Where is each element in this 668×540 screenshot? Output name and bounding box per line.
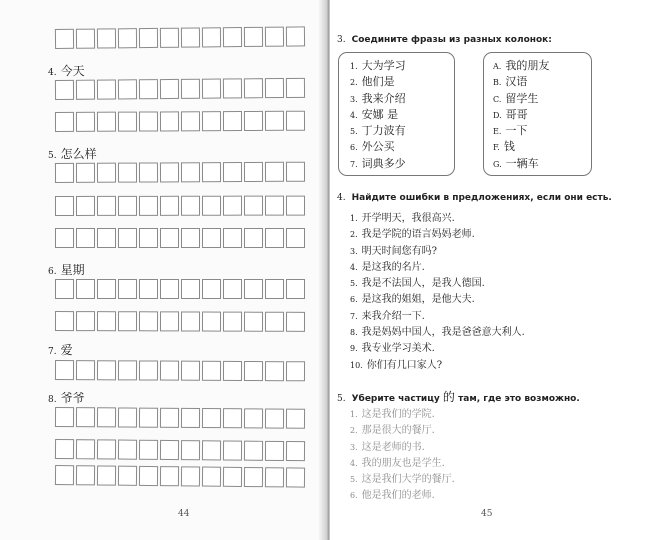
grid-cell[interactable] [181, 361, 200, 381]
grid-cell[interactable] [76, 311, 95, 331]
grid-cell[interactable] [118, 360, 137, 380]
grid-cell[interactable] [286, 312, 305, 332]
grid-cell[interactable] [181, 408, 200, 428]
grid-cell[interactable] [181, 27, 200, 47]
list-item[interactable]: B. 汉语 [493, 75, 528, 89]
word-label: 7. 爱 [48, 343, 73, 357]
phrase-list-right [493, 58, 549, 172]
grid-cell[interactable] [160, 279, 179, 299]
list-item: 2. 那是很大的餐厅. [350, 425, 435, 437]
grid-cell[interactable] [139, 440, 158, 460]
list-item[interactable]: A. 我的朋友 [493, 59, 550, 72]
grid-cell[interactable] [55, 228, 74, 248]
list-item[interactable]: 5. 丁力波有 [350, 124, 406, 138]
grid-cell[interactable] [223, 196, 242, 216]
grid-cell[interactable] [223, 440, 242, 460]
grid-cell[interactable] [76, 439, 95, 459]
grid-cell[interactable] [118, 466, 137, 486]
grid-cell[interactable] [76, 465, 95, 485]
list-item: 1. 开学明天，我很高兴. [350, 213, 455, 224]
grid-cell[interactable] [265, 312, 284, 332]
list-item[interactable]: 7. 词典多少 [350, 156, 406, 170]
writing-grid[interactable] [55, 26, 307, 51]
phrase-list-left [350, 58, 406, 172]
list-item: 6. 是这我的姐姐，是他大夫. [350, 294, 475, 306]
writing-grid[interactable] [55, 407, 307, 431]
list-item: 10. 你们有几口家人? [350, 359, 443, 371]
grid-cell[interactable] [160, 408, 179, 428]
grid-cell[interactable] [139, 79, 158, 99]
grid-cell[interactable] [286, 26, 305, 46]
grid-cell[interactable] [181, 196, 200, 216]
list-item[interactable]: D. 哥哥 [493, 107, 528, 121]
grid-cell[interactable] [202, 162, 221, 182]
writing-grid[interactable] [55, 439, 307, 463]
grid-cell[interactable] [139, 311, 158, 331]
grid-cell[interactable] [55, 29, 74, 49]
grid-cell[interactable] [286, 467, 305, 487]
grid-cell[interactable] [160, 28, 179, 48]
writing-grid[interactable] [55, 111, 307, 134]
list-item: 1. 这是我们的学院. [350, 409, 435, 420]
grid-cell[interactable] [265, 228, 284, 248]
grid-cell[interactable] [223, 111, 242, 131]
page-number: 45 [481, 509, 493, 519]
grid-cell[interactable] [139, 162, 158, 182]
grid-cell[interactable] [139, 111, 158, 131]
error-sentence-list [350, 211, 525, 374]
grid-cell[interactable] [265, 467, 284, 487]
grid-cell[interactable] [223, 78, 242, 98]
grid-cell[interactable] [286, 361, 305, 381]
grid-cell[interactable] [181, 279, 200, 299]
grid-cell[interactable] [55, 407, 74, 427]
grid-cell[interactable] [76, 163, 95, 183]
exercise-4-heading: 4. Найдите ошибки в предложениях, если они есть. [337, 193, 612, 203]
grid-cell[interactable] [286, 162, 305, 182]
writing-grid[interactable] [55, 162, 307, 185]
writing-grid[interactable] [55, 279, 307, 301]
grid-cell[interactable] [97, 360, 116, 380]
grid-cell[interactable] [223, 279, 242, 299]
grid-cell[interactable] [160, 228, 179, 248]
grid-cell[interactable] [97, 465, 116, 485]
list-item[interactable]: F. 钱 [493, 140, 515, 154]
writing-grid[interactable] [55, 78, 307, 102]
grid-cell[interactable] [202, 228, 221, 248]
grid-cell[interactable] [223, 312, 242, 332]
grid-cell[interactable] [139, 228, 158, 248]
grid-cell[interactable] [76, 196, 95, 216]
grid-cell[interactable] [181, 466, 200, 486]
grid-cell[interactable] [265, 78, 284, 98]
grid-cell[interactable] [160, 111, 179, 131]
writing-grid[interactable] [55, 360, 307, 383]
phrase-column-left [338, 52, 455, 176]
list-item[interactable]: E. 一下 [493, 124, 528, 138]
grid-cell[interactable] [181, 79, 200, 99]
grid-cell[interactable] [55, 465, 74, 485]
grid-cell[interactable] [139, 196, 158, 216]
grid-cell[interactable] [76, 112, 95, 132]
grid-cell[interactable] [118, 163, 137, 183]
grid-cell[interactable] [265, 111, 284, 131]
list-item[interactable]: 1. 大为学习 [350, 59, 406, 72]
grid-cell[interactable] [97, 196, 116, 216]
word-label: 8. 爷爷 [48, 391, 85, 405]
grid-cell[interactable] [223, 162, 242, 182]
grid-cell[interactable] [160, 440, 179, 460]
grid-cell[interactable] [181, 162, 200, 182]
word-label: 6. 星期 [48, 263, 85, 277]
grid-cell[interactable] [76, 228, 95, 248]
grid-cell[interactable] [244, 162, 263, 182]
grid-cell[interactable] [97, 79, 116, 99]
list-item: 5. 我是不法国人，是我人德国. [350, 278, 485, 290]
grid-cell[interactable] [76, 80, 95, 100]
grid-cell[interactable] [244, 27, 263, 47]
grid-cell[interactable] [118, 407, 137, 427]
list-item: 7. 来我介绍一下. [350, 310, 425, 322]
grid-cell[interactable] [160, 361, 179, 381]
grid-cell[interactable] [160, 466, 179, 486]
grid-cell[interactable] [244, 312, 263, 332]
list-item[interactable]: 2. 他们是 [350, 75, 395, 89]
word-label: 5. 怎么样 [48, 147, 97, 161]
grid-cell[interactable] [160, 162, 179, 182]
grid-cell[interactable] [139, 408, 158, 428]
grid-cell[interactable] [76, 407, 95, 427]
grid-cell[interactable] [181, 228, 200, 248]
grid-cell[interactable] [118, 112, 137, 132]
grid-cell[interactable] [55, 196, 74, 216]
grid-cell[interactable] [244, 441, 263, 461]
grid-cell[interactable] [55, 112, 74, 132]
grid-cell[interactable] [181, 311, 200, 331]
grid-cell[interactable] [202, 312, 221, 332]
list-item: 2. 我是学院的语言妈妈老师. [350, 229, 475, 241]
grid-cell[interactable] [139, 466, 158, 486]
grid-cell[interactable] [76, 279, 95, 299]
grid-cell[interactable] [244, 78, 263, 98]
grid-cell[interactable] [202, 440, 221, 460]
grid-cell[interactable] [55, 360, 74, 380]
list-item[interactable]: 3. 我来介绍 [350, 91, 406, 105]
list-item: 6. 他是我们的老师. [350, 490, 435, 502]
grid-cell[interactable] [118, 79, 137, 99]
grid-cell[interactable] [76, 29, 95, 49]
grid-cell[interactable] [202, 111, 221, 131]
list-item: 3. 这是老师的书. [350, 441, 425, 453]
grid-cell[interactable] [244, 196, 263, 216]
grid-cell[interactable] [160, 79, 179, 99]
writing-grid[interactable] [55, 311, 307, 334]
list-item: 9. 我专业学习美术. [350, 343, 435, 355]
grid-cell[interactable] [118, 279, 137, 299]
word-label: 4. 今天 [48, 64, 85, 78]
grid-cell[interactable] [202, 467, 221, 487]
phrase-column-right [483, 52, 592, 176]
grid-cell[interactable] [286, 228, 305, 248]
grid-cell[interactable] [97, 163, 116, 183]
grid-cell[interactable] [244, 111, 263, 131]
grid-cell[interactable] [265, 279, 284, 299]
writing-grid[interactable] [55, 465, 307, 490]
grid-cell[interactable] [244, 279, 263, 299]
grid-cell[interactable] [244, 408, 263, 428]
grid-cell[interactable] [55, 439, 74, 459]
grid-cell[interactable] [97, 112, 116, 132]
grid-cell[interactable] [97, 407, 116, 427]
grid-cell[interactable] [139, 28, 158, 48]
grid-cell[interactable] [223, 408, 242, 428]
list-item: 3. 明天时间您有吗? [350, 245, 438, 257]
particle-sentence-list [350, 407, 455, 505]
grid-cell[interactable] [244, 361, 263, 381]
grid-cell[interactable] [223, 27, 242, 47]
list-item: 4. 我的朋友也是学生. [350, 457, 445, 469]
grid-cell[interactable] [265, 196, 284, 216]
page-number: 44 [178, 509, 190, 519]
grid-cell[interactable] [286, 279, 305, 299]
grid-cell[interactable] [55, 163, 74, 183]
grid-cell[interactable] [118, 228, 137, 248]
grid-cell[interactable] [160, 196, 179, 216]
list-item[interactable]: G. 一辆车 [493, 156, 539, 170]
grid-cell[interactable] [181, 111, 200, 131]
grid-cell[interactable] [118, 28, 137, 48]
grid-cell[interactable] [118, 311, 137, 331]
exercise-3-heading: 3. Соедините фразы из разных колонок: [337, 35, 552, 45]
grid-cell[interactable] [139, 360, 158, 380]
grid-cell[interactable] [118, 196, 137, 216]
grid-cell[interactable] [97, 439, 116, 459]
grid-cell[interactable] [202, 196, 221, 216]
grid-cell[interactable] [202, 408, 221, 428]
grid-cell[interactable] [55, 311, 74, 331]
list-item: 8. 我是妈妈中国人，我是爸爸意大利人. [350, 327, 525, 339]
grid-cell[interactable] [202, 361, 221, 381]
grid-cell[interactable] [286, 409, 305, 429]
grid-cell[interactable] [97, 279, 116, 299]
writing-grid[interactable] [55, 196, 307, 218]
grid-cell[interactable] [202, 27, 221, 47]
list-item[interactable]: 6. 外公买 [350, 140, 395, 154]
grid-cell[interactable] [244, 228, 263, 248]
grid-cell[interactable] [97, 28, 116, 48]
grid-cell[interactable] [181, 440, 200, 460]
grid-cell[interactable] [139, 279, 158, 299]
grid-cell[interactable] [265, 408, 284, 428]
grid-cell[interactable] [97, 311, 116, 331]
grid-cell[interactable] [265, 361, 284, 381]
grid-cell[interactable] [286, 441, 305, 461]
grid-cell[interactable] [118, 440, 137, 460]
right-page [330, 0, 668, 540]
grid-cell[interactable] [223, 467, 242, 487]
list-item[interactable]: 4. 安娜 是 [350, 107, 399, 121]
grid-cell[interactable] [76, 360, 95, 380]
grid-cell[interactable] [286, 196, 305, 216]
grid-cell[interactable] [223, 228, 242, 248]
grid-cell[interactable] [202, 79, 221, 99]
grid-cell[interactable] [265, 162, 284, 182]
grid-cell[interactable] [286, 78, 305, 98]
grid-cell[interactable] [55, 80, 74, 100]
writing-grid[interactable] [55, 228, 307, 250]
grid-cell[interactable] [223, 361, 242, 381]
grid-cell[interactable] [202, 279, 221, 299]
grid-cell[interactable] [286, 111, 305, 131]
list-item: 4. 是这我的名片. [350, 261, 425, 273]
list-item[interactable]: C. 留学生 [493, 91, 539, 105]
grid-cell[interactable] [97, 228, 116, 248]
grid-cell[interactable] [265, 441, 284, 461]
grid-cell[interactable] [265, 27, 284, 47]
left-page [0, 0, 326, 540]
particle-char: 的 [442, 390, 455, 404]
grid-cell[interactable] [244, 467, 263, 487]
grid-cell[interactable] [55, 279, 74, 299]
list-item: 5. 这是我们大学的餐厅. [350, 474, 455, 486]
grid-cell[interactable] [160, 311, 179, 331]
exercise-5-heading: 5. Уберите частицу 的 там, где это возможно. [337, 390, 580, 404]
